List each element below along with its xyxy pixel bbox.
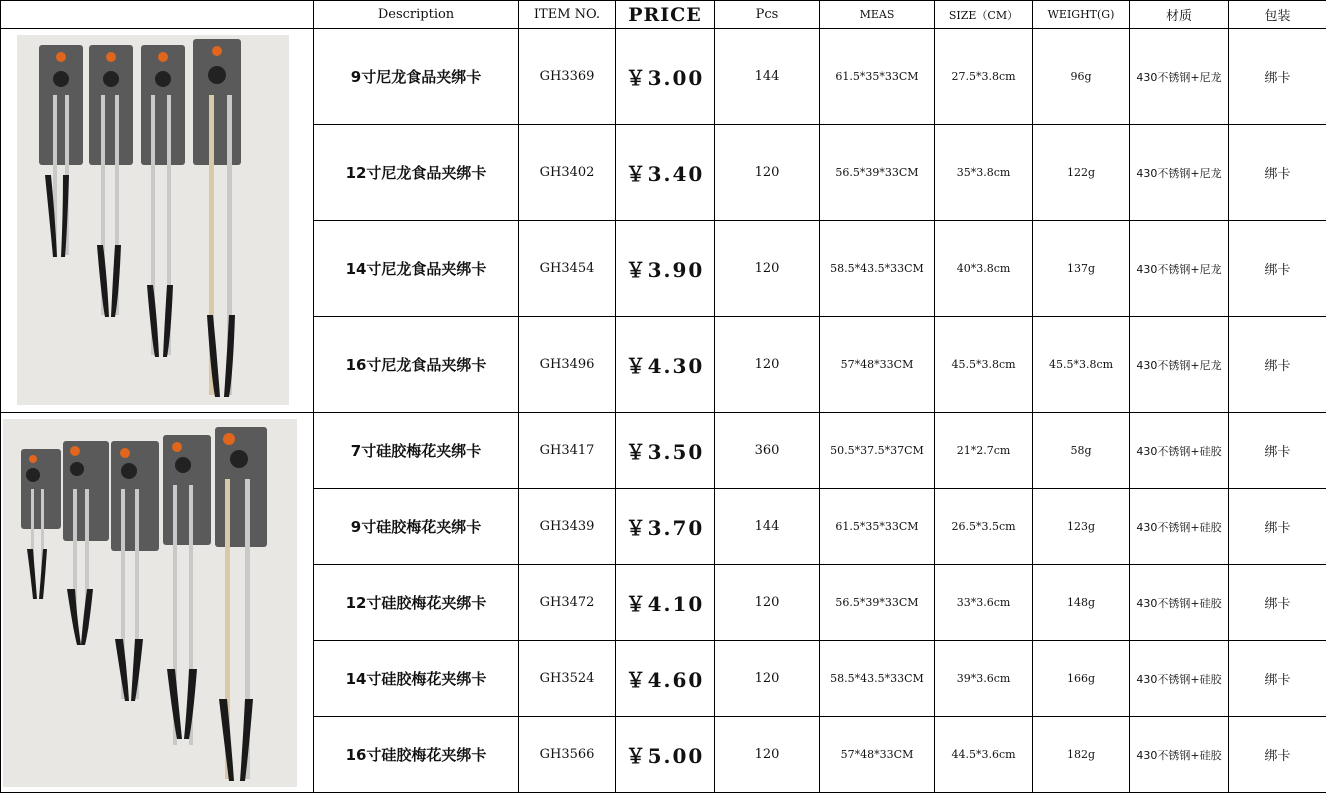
weight-cell: 122g (1033, 125, 1130, 221)
price-cell: ￥5.00 (616, 717, 715, 793)
weight-cell: 45.5*3.8cm (1033, 317, 1130, 413)
table-row (1, 29, 1326, 125)
material-cell: 430不锈钢+硅胶 (1130, 489, 1229, 565)
packing-cell: 绑卡 (1229, 489, 1326, 565)
item-no-cell: GH3496 (519, 317, 616, 413)
item-no-cell: GH3566 (519, 717, 616, 793)
weight-cell: 148g (1033, 565, 1130, 641)
description-cell: 12寸硅胶梅花夹绑卡 (314, 565, 519, 641)
header-material: 材质 (1130, 1, 1229, 29)
price-cell: ￥3.40 (616, 125, 715, 221)
packing-cell: 绑卡 (1229, 125, 1326, 221)
packing-cell: 绑卡 (1229, 317, 1326, 413)
item-no-cell: GH3417 (519, 413, 616, 489)
material-cell: 430不锈钢+硅胶 (1130, 717, 1229, 793)
meas-cell: 56.5*39*33CM (820, 125, 935, 221)
pcs-cell: 120 (715, 317, 820, 413)
product-photo-silicone-tongs (1, 413, 314, 793)
weight-cell: 58g (1033, 413, 1130, 489)
meas-cell: 56.5*39*33CM (820, 565, 935, 641)
weight-cell: 123g (1033, 489, 1130, 565)
weight-cell: 96g (1033, 29, 1130, 125)
price-cell: ￥4.60 (616, 641, 715, 717)
size-cell: 35*3.8cm (935, 125, 1033, 221)
meas-cell: 57*48*33CM (820, 317, 935, 413)
meas-cell: 58.5*43.5*33CM (820, 221, 935, 317)
description-cell: 16寸尼龙食品夹绑卡 (314, 317, 519, 413)
price-cell: ￥4.10 (616, 565, 715, 641)
material-cell: 430不锈钢+硅胶 (1130, 413, 1229, 489)
material-cell: 430不锈钢+尼龙 (1130, 125, 1229, 221)
header-pcs: Pcs (715, 1, 820, 29)
table-row (1, 413, 1326, 489)
meas-cell: 57*48*33CM (820, 717, 935, 793)
meas-cell: 61.5*35*33CM (820, 29, 935, 125)
item-no-cell: GH3402 (519, 125, 616, 221)
item-no-cell: GH3439 (519, 489, 616, 565)
header-description: Description (314, 1, 519, 29)
description-cell: 9寸尼龙食品夹绑卡 (314, 29, 519, 125)
material-cell: 430不锈钢+硅胶 (1130, 641, 1229, 717)
description-cell: 9寸硅胶梅花夹绑卡 (314, 489, 519, 565)
packing-cell: 绑卡 (1229, 717, 1326, 793)
weight-cell: 137g (1033, 221, 1130, 317)
packing-cell: 绑卡 (1229, 565, 1326, 641)
tongs-photo-image (17, 35, 289, 405)
meas-cell: 61.5*35*33CM (820, 489, 935, 565)
header-blank (1, 1, 314, 29)
size-cell: 44.5*3.6cm (935, 717, 1033, 793)
packing-cell: 绑卡 (1229, 221, 1326, 317)
size-cell: 27.5*3.8cm (935, 29, 1033, 125)
header-row (1, 1, 1326, 29)
weight-cell: 182g (1033, 717, 1130, 793)
meas-cell: 50.5*37.5*37CM (820, 413, 935, 489)
price-cell: ￥3.50 (616, 413, 715, 489)
description-cell: 7寸硅胶梅花夹绑卡 (314, 413, 519, 489)
item-no-cell: GH3454 (519, 221, 616, 317)
item-no-cell: GH3524 (519, 641, 616, 717)
header-size: SIZE（CM） (935, 1, 1033, 29)
price-cell: ￥3.00 (616, 29, 715, 125)
weight-cell: 166g (1033, 641, 1130, 717)
item-no-cell: GH3472 (519, 565, 616, 641)
description-cell: 14寸硅胶梅花夹绑卡 (314, 641, 519, 717)
description-cell: 12寸尼龙食品夹绑卡 (314, 125, 519, 221)
size-cell: 39*3.6cm (935, 641, 1033, 717)
size-cell: 26.5*3.5cm (935, 489, 1033, 565)
meas-cell: 58.5*43.5*33CM (820, 641, 935, 717)
pcs-cell: 120 (715, 125, 820, 221)
price-cell: ￥3.90 (616, 221, 715, 317)
pcs-cell: 144 (715, 29, 820, 125)
packing-cell: 绑卡 (1229, 413, 1326, 489)
material-cell: 430不锈钢+尼龙 (1130, 317, 1229, 413)
size-cell: 21*2.7cm (935, 413, 1033, 489)
tongs-photo-image (3, 419, 297, 787)
description-cell: 14寸尼龙食品夹绑卡 (314, 221, 519, 317)
header-weight: WEIGHT(G) (1033, 1, 1130, 29)
material-cell: 430不锈钢+尼龙 (1130, 29, 1229, 125)
packing-cell: 绑卡 (1229, 29, 1326, 125)
header-meas: MEAS (820, 1, 935, 29)
pcs-cell: 360 (715, 413, 820, 489)
size-cell: 33*3.6cm (935, 565, 1033, 641)
pcs-cell: 120 (715, 565, 820, 641)
price-cell: ￥4.30 (616, 317, 715, 413)
item-no-cell: GH3369 (519, 29, 616, 125)
description-cell: 16寸硅胶梅花夹绑卡 (314, 717, 519, 793)
header-item-no: ITEM NO. (519, 1, 616, 29)
size-cell: 40*3.8cm (935, 221, 1033, 317)
material-cell: 430不锈钢+尼龙 (1130, 221, 1229, 317)
header-packing: 包装 (1229, 1, 1326, 29)
size-cell: 45.5*3.8cm (935, 317, 1033, 413)
header-price: PRICE (616, 1, 715, 29)
price-cell: ￥3.70 (616, 489, 715, 565)
material-cell: 430不锈钢+硅胶 (1130, 565, 1229, 641)
pcs-cell: 120 (715, 717, 820, 793)
pcs-cell: 144 (715, 489, 820, 565)
pcs-cell: 120 (715, 221, 820, 317)
pcs-cell: 120 (715, 641, 820, 717)
packing-cell: 绑卡 (1229, 641, 1326, 717)
product-photo-nylon-tongs (1, 29, 314, 413)
